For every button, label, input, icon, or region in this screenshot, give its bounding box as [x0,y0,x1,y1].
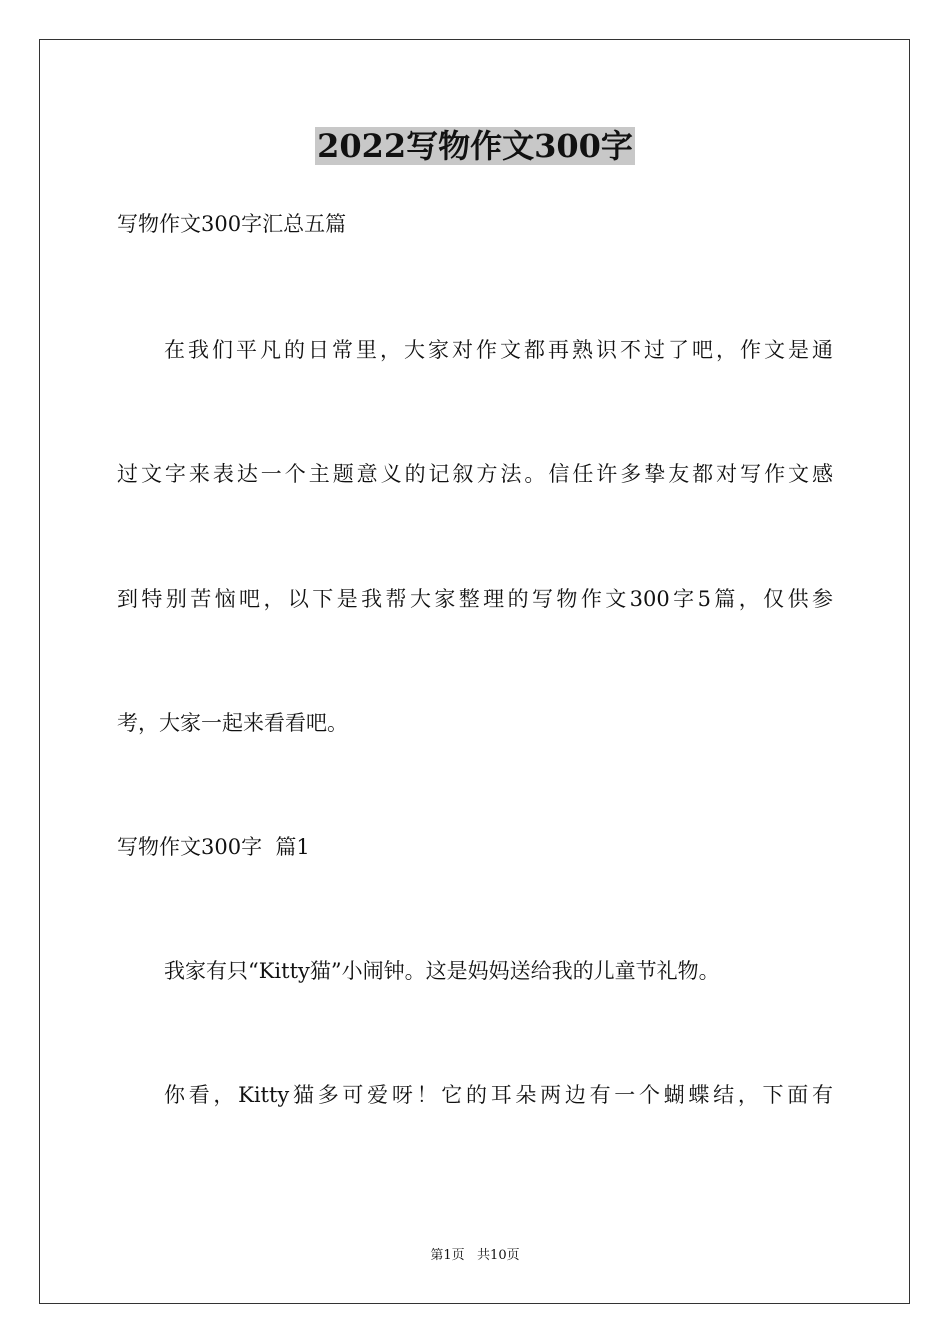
document-title-text: 2022写物作文300字 [317,127,633,165]
paragraph-line: 在我们平凡的日常里，大家对作文都再熟识不过了吧，作文是通 [164,338,833,362]
paragraph-line: 考，大家一起来看看吧。 [117,711,348,735]
subtitle-line: 写物作文300字汇总五篇 [117,212,347,236]
paragraph-line: 你看，Kitty猫多可爱呀！它的耳朵两边有一个蝴蝶结，下面有 [164,1083,833,1107]
paragraph-line: 到特别苦恼吧，以下是我帮大家整理的写物作文300字5篇，仅供参 [117,587,833,611]
page-footer: 第1页 共10页 [430,1248,520,1263]
document-title [0,124,950,168]
section-heading: 写物作文300字 篇1 [117,835,310,859]
paragraph-line: 我家有只“Kitty猫”小闹钟。这是妈妈送给我的儿童节礼物。 [164,959,720,983]
paragraph-line: 过文字来表达一个主题意义的记叙方法。信任许多挚友都对写作文感 [117,462,833,486]
